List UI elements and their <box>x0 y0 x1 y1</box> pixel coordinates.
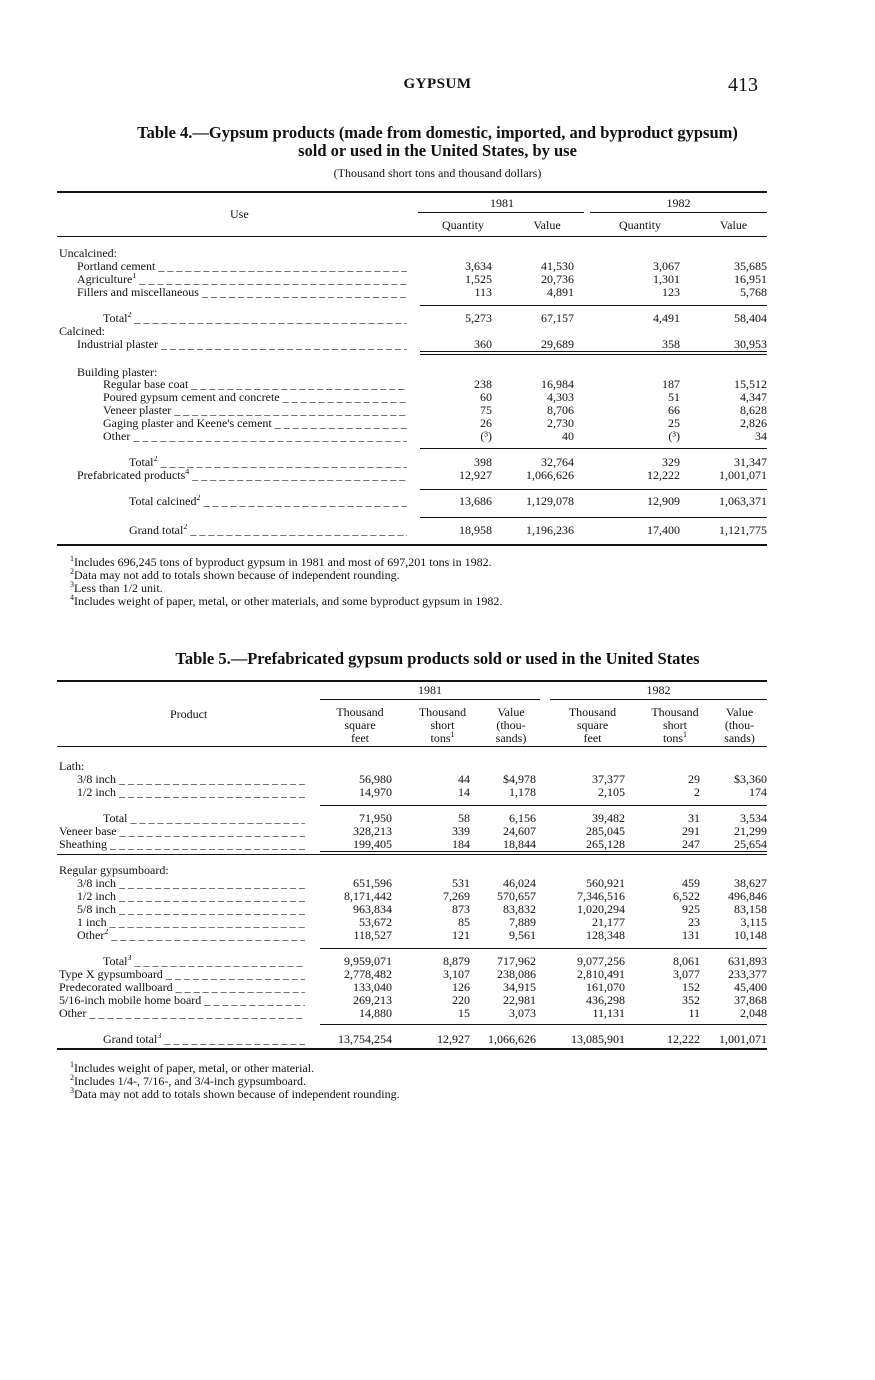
footnote-mark: 3 <box>127 955 132 962</box>
table5-row-label <box>103 812 305 825</box>
row-label: Other <box>77 929 105 942</box>
col-header-h_value: sands) <box>495 731 527 745</box>
table4-row-label <box>129 495 407 508</box>
table5-row-label <box>77 903 305 916</box>
total-rule <box>420 354 767 355</box>
table-cell-d: 7,346,516 <box>577 889 625 903</box>
table-cell-value-1981: 8,706 <box>547 403 574 417</box>
table-cell-d: 1,020,294 <box>577 902 625 916</box>
table-cell-c: 717,962 <box>497 954 536 968</box>
table-cell-value-1981: 40 <box>562 429 574 443</box>
table-cell-d: 161,070 <box>586 980 625 994</box>
total-rule <box>320 1024 767 1025</box>
table-cell-f: 2,048 <box>740 1006 767 1020</box>
year-underline-1981 <box>418 212 584 213</box>
table-cell-b: 873 <box>452 902 470 916</box>
table-cell-quantity-1981: (³) <box>480 429 492 443</box>
table-cell-quantity-1981: 13,686 <box>459 494 492 508</box>
table5-row-label <box>77 773 305 786</box>
table-cell-value-1982: 4,347 <box>740 390 767 404</box>
table-cell-e: 23 <box>688 915 700 929</box>
row-label: Grand total <box>103 1033 158 1046</box>
table-cell-f: 10,148 <box>734 928 767 942</box>
table-cell-value-1982: 31,347 <box>734 455 767 469</box>
row-label: Other <box>59 1007 87 1020</box>
row-label: Prefabricated products <box>77 469 186 482</box>
col-header-h_sqft: Thousand <box>568 705 617 719</box>
table-cell-quantity-1982: 12,909 <box>647 494 680 508</box>
footnote-mark: 3 <box>157 1033 162 1040</box>
section-calcined: Calcined: <box>59 324 105 338</box>
table-cell-d: 11,131 <box>592 1006 625 1020</box>
table-cell-quantity-1981: 113 <box>474 285 492 299</box>
table-cell-value-1981: 1,196,236 <box>526 523 574 537</box>
table-cell-f: 233,377 <box>728 967 767 981</box>
table4-row-label <box>103 378 407 391</box>
table-cell-b: 12,927 <box>437 1032 470 1046</box>
table-cell-value-1981: 16,984 <box>541 377 574 391</box>
table-cell-quantity-1981: 3,634 <box>465 259 492 273</box>
col-header-year-1981: 1981 <box>418 683 442 697</box>
table4-row-label <box>77 469 407 482</box>
row-label: Total <box>129 456 154 469</box>
table-cell-d: 436,298 <box>586 993 625 1007</box>
table-cell-f: 25,654 <box>734 837 767 851</box>
table-cell-e: 11 <box>688 1006 700 1020</box>
col-header-h_sqft: Thousand <box>336 705 384 719</box>
row-label: Veneer base <box>59 825 117 838</box>
table5-row-label <box>77 786 305 799</box>
footnote-text: Includes weight of paper, metal, or other materials, and some byproduct gypsum in 1982. <box>74 594 503 608</box>
table-cell-quantity-1982: 17,400 <box>647 523 680 537</box>
table-cell-quantity-1981: 238 <box>474 377 492 391</box>
table-cell-f: 3,115 <box>740 915 767 929</box>
table-cell-quantity-1981: 75 <box>480 403 492 417</box>
table-cell-b: 8,879 <box>443 954 470 968</box>
table-cell-c: 7,889 <box>509 915 536 929</box>
table-cell-value-1981: 20,736 <box>541 272 574 286</box>
table-cell-b: 7,269 <box>443 889 470 903</box>
col-header-h_tons: tons$^1$ <box>662 730 687 745</box>
table-cell-f: 38,627 <box>734 876 767 890</box>
row-label: Industrial plaster <box>77 338 158 351</box>
table4-row-label <box>103 391 407 404</box>
table5-title: Table 5.—Prefabricated gypsum products sold or used in the United States <box>175 649 700 668</box>
col-header-quantity-1981: Quantity <box>442 218 484 232</box>
table-cell-value-1982: 15,512 <box>734 377 767 391</box>
table-cell-f: 1,001,071 <box>719 1032 767 1046</box>
footnote-mark: 1 <box>132 273 137 280</box>
table-cell-b: 220 <box>452 993 470 1007</box>
col-header-h_tons: Thousand <box>418 705 467 719</box>
row-label: Veneer plaster <box>103 404 172 417</box>
table4-row-label <box>103 430 407 443</box>
table4-subtitle: (Thousand short tons and thousand dollars) <box>333 166 542 180</box>
table-cell-a: 53,672 <box>359 915 392 929</box>
table-cell-value-1982: 16,951 <box>734 272 767 286</box>
footnote-mark: 2 <box>127 312 132 319</box>
table5-row-label <box>77 890 305 903</box>
col-header-year-1982: 1982 <box>666 196 691 210</box>
table-cell-value-1982: 1,001,071 <box>719 468 767 482</box>
total-rule <box>420 489 767 490</box>
table-cell-e: 3,077 <box>673 967 700 981</box>
table5-row-label <box>59 825 305 838</box>
table-cell-e: 6,522 <box>673 889 700 903</box>
table-cell-c: 1,066,626 <box>488 1032 536 1046</box>
table-cell-quantity-1982: 329 <box>662 455 680 469</box>
col-header-h_value: Value <box>497 705 525 719</box>
table5-header-rule <box>57 746 767 747</box>
row-label: 1/2 inch <box>77 786 116 799</box>
col-header-h_sqft: square <box>576 718 609 732</box>
col-header-h_value: (thou- <box>724 718 755 732</box>
table-cell-c: $4,978 <box>503 772 536 786</box>
table-cell-b: 85 <box>458 915 470 929</box>
total-rule <box>420 517 767 518</box>
row-label: 5/8 inch <box>77 903 116 916</box>
total-rule <box>420 305 767 306</box>
table-cell-a: 963,834 <box>353 902 392 916</box>
table-cell-f: $3,360 <box>734 772 767 786</box>
section-regular-gypsumboard: Regular gypsumboard: <box>59 863 169 877</box>
col-header-use: Use <box>230 207 249 221</box>
row-label: 3/8 inch <box>77 773 116 786</box>
footnote-mark: 1 <box>683 730 687 739</box>
col-header-quantity-1982: Quantity <box>619 218 661 232</box>
table5-row-label <box>59 994 305 1007</box>
table-cell-quantity-1981: 5,273 <box>465 311 492 325</box>
table-cell-d: 13,085,901 <box>571 1032 625 1046</box>
table-cell-f: 37,868 <box>734 993 767 1007</box>
row-label: Total <box>103 955 128 968</box>
table5-row-label <box>103 955 305 968</box>
table-cell-value-1981: 1,129,078 <box>526 494 574 508</box>
section-lath: Lath: <box>59 759 85 773</box>
table-cell-a: 651,596 <box>353 876 392 890</box>
table-cell-quantity-1981: 18,958 <box>459 523 492 537</box>
total-rule <box>320 851 767 852</box>
col-header-h_tons: tons$^1$ <box>430 730 455 745</box>
total-rule <box>420 351 767 352</box>
table-cell-b: 15 <box>458 1006 470 1020</box>
table-cell-b: 58 <box>458 811 470 825</box>
table-cell-d: 2,810,491 <box>577 967 625 981</box>
table-cell-value-1982: 2,826 <box>740 416 767 430</box>
table-cell-d: 37,377 <box>592 772 625 786</box>
table-cell-quantity-1982: 51 <box>668 390 680 404</box>
col-header-year-1982: 1982 <box>646 683 671 697</box>
table-cell-c: 3,073 <box>509 1006 536 1020</box>
table-cell-quantity-1981: 1,525 <box>465 272 492 286</box>
table-cell-e: 131 <box>682 928 700 942</box>
table-cell-d: 128,348 <box>586 928 625 942</box>
table4-title-line2: sold or used in the United States, by use <box>298 141 577 160</box>
table4-title-line1: Table 4.—Gypsum products (made from domestic, imported, and byproduct gypsum) <box>137 123 738 142</box>
table-cell-d: 2,105 <box>598 785 625 799</box>
col-header-h_value: sands) <box>724 731 755 745</box>
row-label: Gaging plaster and Keene's cement <box>103 417 272 430</box>
col-header-h_value: (thou- <box>496 718 526 732</box>
table-cell-f: 496,846 <box>728 889 767 903</box>
table-cell-a: 56,980 <box>359 772 392 786</box>
section-uncalcined: Uncalcined: <box>59 246 117 260</box>
running-title: GYPSUM <box>403 76 472 92</box>
table-cell-e: 459 <box>682 876 700 890</box>
table-cell-f: 83,158 <box>734 902 767 916</box>
row-label: Poured gypsum cement and concrete <box>103 391 280 404</box>
year-underline-1982 <box>550 699 767 700</box>
table-cell-c: 24,607 <box>503 824 536 838</box>
table-cell-e: 925 <box>682 902 700 916</box>
footnote-text: Data may not add to totals shown because of independent rounding. <box>74 1087 400 1101</box>
table-cell-b: 14 <box>458 785 470 799</box>
table-cell-value-1981: 32,764 <box>541 455 574 469</box>
footnote-text: Includes weight of paper, metal, or other material. <box>74 1061 315 1075</box>
table4-bottom-rule <box>57 544 767 546</box>
table-cell-quantity-1981: 26 <box>480 416 492 430</box>
row-label: Sheathing <box>59 838 107 851</box>
table-cell-f: 45,400 <box>734 980 767 994</box>
table-cell-c: 22,981 <box>503 993 536 1007</box>
table4-header-rule <box>57 236 767 237</box>
row-label: Total <box>103 312 128 325</box>
table-cell-e: 12,222 <box>667 1032 700 1046</box>
footnote-mark: 2 <box>183 524 188 531</box>
total-rule <box>320 948 767 949</box>
table-cell-value-1982: 58,404 <box>734 311 767 325</box>
table5-row-label <box>59 981 305 994</box>
table-cell-e: 8,061 <box>673 954 700 968</box>
footnote-mark: 2 <box>153 456 158 463</box>
table-cell-d: 560,921 <box>586 876 625 890</box>
table4-row-label <box>103 404 407 417</box>
table-cell-b: 44 <box>458 772 470 786</box>
table-cell-c: 83,832 <box>503 902 536 916</box>
table-cell-c: 6,156 <box>509 811 536 825</box>
table-cell-e: 152 <box>682 980 700 994</box>
row-label: Predecorated wallboard <box>59 981 173 994</box>
table-cell-c: 34,915 <box>503 980 536 994</box>
row-label: 3/8 inch <box>77 877 116 890</box>
row-label: Total <box>103 812 128 825</box>
table5-top-rule <box>57 680 767 682</box>
table4-row-label <box>77 286 407 299</box>
table4-row-label <box>77 260 407 273</box>
table-cell-a: 199,405 <box>353 837 392 851</box>
year-underline-1981 <box>320 699 540 700</box>
table5-row-label <box>103 1033 305 1046</box>
table-cell-d: 39,482 <box>592 811 625 825</box>
footnote-text: Includes 1/4-, 7/16-, and 3/4-inch gypsumboard. <box>74 1074 306 1088</box>
table-cell-a: 328,213 <box>353 824 392 838</box>
table-cell-a: 269,213 <box>353 993 392 1007</box>
row-label: Portland cement <box>77 260 156 273</box>
table-cell-quantity-1982: (³) <box>668 429 680 443</box>
table-cell-c: 1,178 <box>509 785 536 799</box>
table-cell-c: 238,086 <box>497 967 536 981</box>
table-cell-f: 631,893 <box>728 954 767 968</box>
col-header-h_sqft: feet <box>351 731 369 745</box>
table-cell-b: 339 <box>452 824 470 838</box>
footnote-mark: 3 <box>70 1086 74 1095</box>
row-label: Other <box>103 430 131 443</box>
footnote-text: Less than 1/2 unit. <box>74 581 163 595</box>
footnote-mark: 4 <box>70 593 74 602</box>
table-cell-quantity-1982: 1,301 <box>653 272 680 286</box>
table-cell-e: 352 <box>682 993 700 1007</box>
total-rule <box>420 448 767 449</box>
table-cell-value-1981: 29,689 <box>541 337 574 351</box>
table-cell-b: 126 <box>452 980 470 994</box>
table-cell-quantity-1981: 60 <box>480 390 492 404</box>
footnote-mark: 2 <box>70 1073 74 1082</box>
table-cell-a: 118,527 <box>353 928 392 942</box>
table4-top-rule <box>57 191 767 193</box>
table-cell-quantity-1981: 360 <box>474 337 492 351</box>
footnote-mark: 2 <box>70 567 74 576</box>
footnote <box>70 595 502 608</box>
table-cell-e: 2 <box>694 785 700 799</box>
table-cell-value-1981: 41,530 <box>541 259 574 273</box>
footnote-text: Data may not add to totals shown because of independent rounding. <box>74 568 400 582</box>
footnote-mark: 3 <box>70 580 74 589</box>
table-cell-a: 14,970 <box>359 785 392 799</box>
table-cell-b: 121 <box>452 928 470 942</box>
table-cell-quantity-1982: 4,491 <box>653 311 680 325</box>
table5-row-label <box>77 877 305 890</box>
table-cell-value-1981: 67,157 <box>541 311 574 325</box>
table-cell-value-1982: 35,685 <box>734 259 767 273</box>
table-cell-value-1982: 1,063,371 <box>719 494 767 508</box>
table-cell-quantity-1981: 398 <box>474 455 492 469</box>
table-cell-quantity-1982: 66 <box>668 403 680 417</box>
table-cell-a: 13,754,254 <box>338 1032 392 1046</box>
table-cell-value-1981: 1,066,626 <box>526 468 574 482</box>
row-label: Regular base coat <box>103 378 189 391</box>
table-cell-f: 174 <box>749 785 767 799</box>
table-cell-b: 184 <box>452 837 470 851</box>
page-number: 413 <box>728 74 758 96</box>
col-header-h_value: Value <box>725 705 754 719</box>
table-cell-e: 291 <box>682 824 700 838</box>
table5-bottom-rule <box>57 1048 767 1050</box>
table-cell-value-1981: 4,303 <box>547 390 574 404</box>
year-underline-1982 <box>590 212 767 213</box>
table-cell-c: 46,024 <box>503 876 536 890</box>
table-cell-quantity-1982: 358 <box>662 337 680 351</box>
table-cell-a: 2,778,482 <box>344 967 392 981</box>
table5-row-label <box>77 929 305 942</box>
table4-row-label <box>129 456 407 469</box>
row-label: Type X gypsumboard <box>59 968 163 981</box>
col-header-year-1981: 1981 <box>490 196 514 210</box>
col-header-h_tons: short <box>663 718 687 732</box>
table-cell-d: 265,128 <box>586 837 625 851</box>
table-cell-c: 18,844 <box>503 837 536 851</box>
table-cell-e: 31 <box>688 811 700 825</box>
table5-row-label <box>59 838 305 851</box>
table-cell-a: 14,880 <box>359 1006 392 1020</box>
table-cell-a: 9,959,071 <box>344 954 392 968</box>
col-header-value-1981: Value <box>533 218 561 232</box>
table4-row-label <box>77 273 407 286</box>
footnote-mark: 2 <box>104 929 109 936</box>
total-rule <box>57 854 767 855</box>
row-label: Agriculture <box>77 273 133 286</box>
table4-row-label <box>103 312 407 325</box>
table-cell-value-1982: 30,953 <box>734 337 767 351</box>
col-header-h_sqft: square <box>344 718 376 732</box>
col-header-value-1982: Value <box>719 218 748 232</box>
table-cell-quantity-1982: 187 <box>662 377 680 391</box>
table-cell-value-1982: 5,768 <box>740 285 767 299</box>
table5-row-label <box>59 968 305 981</box>
total-rule <box>320 805 767 806</box>
table-cell-quantity-1982: 12,222 <box>647 468 680 482</box>
table5-row-label <box>59 1007 305 1020</box>
table-cell-a: 133,040 <box>353 980 392 994</box>
table-cell-quantity-1982: 123 <box>662 285 680 299</box>
footnote-text: Includes 696,245 tons of byproduct gypsum in 1981 and most of 697,201 tons in 1982. <box>74 555 492 569</box>
row-label: 1/2 inch <box>77 890 116 903</box>
table-cell-e: 247 <box>682 837 700 851</box>
table-cell-c: 9,561 <box>509 928 536 942</box>
table-cell-c: 570,657 <box>497 889 536 903</box>
table5-row-label <box>77 916 305 929</box>
table4-row-label <box>103 417 407 430</box>
row-label: 5/16-inch mobile home board <box>59 994 202 1007</box>
table-cell-b: 3,107 <box>443 967 470 981</box>
table-cell-a: 71,950 <box>359 811 392 825</box>
col-header-h_sqft: feet <box>583 731 602 745</box>
table4-row-label <box>129 524 407 537</box>
table-cell-quantity-1982: 25 <box>668 416 680 430</box>
table-cell-value-1982: 8,628 <box>740 403 767 417</box>
footnote <box>70 1088 400 1101</box>
col-header-h_tons: short <box>430 718 455 732</box>
footnote-mark: 4 <box>185 469 190 476</box>
footnote-mark: 1 <box>450 730 455 739</box>
table-cell-quantity-1981: 12,927 <box>459 468 492 482</box>
table-cell-a: 8,171,442 <box>344 889 392 903</box>
table-cell-e: 29 <box>688 772 700 786</box>
footnote-mark: 1 <box>70 554 74 563</box>
section-building-plaster: Building plaster: <box>77 365 158 379</box>
table-cell-f: 21,299 <box>734 824 767 838</box>
table-cell-d: 285,045 <box>586 824 625 838</box>
table-cell-d: 9,077,256 <box>577 954 625 968</box>
row-label: Fillers and miscellaneous <box>77 286 199 299</box>
table-cell-value-1981: 4,891 <box>547 285 574 299</box>
col-header-product: Product <box>170 707 208 721</box>
footnote-mark: 2 <box>196 495 201 502</box>
table4-row-label <box>77 338 407 351</box>
table-cell-b: 531 <box>452 876 470 890</box>
table-cell-value-1982: 34 <box>755 429 767 443</box>
footnote-mark: 1 <box>70 1060 74 1069</box>
table-cell-value-1982: 1,121,775 <box>719 523 767 537</box>
table-cell-quantity-1982: 3,067 <box>653 259 680 273</box>
row-label: 1 inch <box>77 916 107 929</box>
table-cell-f: 3,534 <box>740 811 767 825</box>
row-label: Grand total <box>129 524 184 537</box>
table-cell-d: 21,177 <box>592 915 625 929</box>
row-label: Total calcined <box>129 495 197 508</box>
table-cell-value-1981: 2,730 <box>547 416 574 430</box>
col-header-h_tons: Thousand <box>651 705 699 719</box>
